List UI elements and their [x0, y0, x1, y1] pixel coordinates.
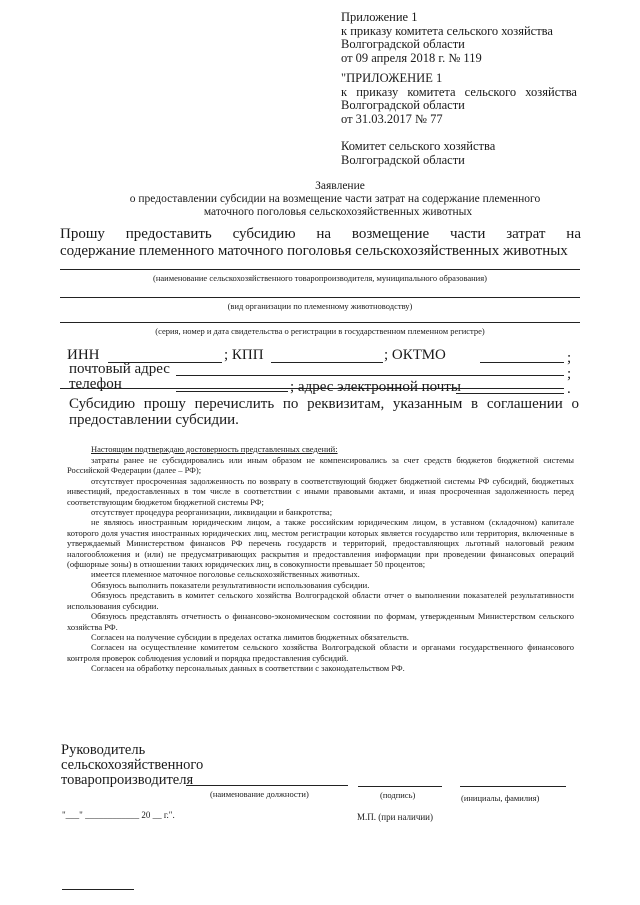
postal-semicolon: ; — [567, 366, 572, 382]
title-line: маточного поголовья сельскохозяйственных животных — [203, 206, 473, 218]
confirmation-item: Согласен на получение субсидии в пределах остатка лимитов бюджетных обязательств. — [91, 631, 409, 642]
header-line: от 31.03.2017 № 77 — [341, 111, 443, 126]
appendix-header — [341, 11, 553, 65]
header-line: Волгоградской области — [341, 37, 465, 51]
addressee-line: Комитет сельского хозяйства — [341, 139, 496, 153]
confirmation-item: Обязуюсь представить в комитет сельского хозяйства Волгоградской области отчет о выполнении показателей результативности использования субсидии. — [67, 590, 574, 611]
payment-line-1: Субсидию прошу перечислить по реквизитам, указанным в соглашении о — [69, 396, 579, 412]
footnote-separator — [62, 889, 134, 890]
producer-field-line[interactable] — [60, 269, 580, 270]
confirmations-list — [67, 455, 574, 674]
confirmation-item: имеется племенное маточное поголовье сельскохозяйственных животных. — [91, 569, 360, 580]
confirmations-heading: Настоящим подтверждаю достоверность представленных сведений: — [91, 444, 338, 454]
inn-label: ИНН — [67, 347, 100, 363]
signatory-line: Руководитель — [61, 742, 146, 758]
producer-caption: (наименование сельскохозяйственного товаропроизводителя, муниципального образования) — [153, 273, 487, 283]
signatory-line: товаропроизводителя — [61, 772, 194, 788]
kpp-label: ; КПП — [224, 347, 264, 363]
addressee-line: Волгоградской области — [341, 152, 465, 167]
header-line: Приложение 1 — [341, 10, 418, 24]
title-heading: Заявление — [315, 180, 365, 192]
initials-caption: (инициалы, фамилия) — [461, 793, 540, 803]
confirmation-item: Согласен на осуществление комитетом сельского хозяйства Волгоградской области и органами государственного финансового контроля проверок соблюдения условий и порядка предоставления субсидий. — [67, 642, 574, 663]
signatory-line: сельскохозяйственного — [61, 757, 204, 773]
confirmation-item: не являюсь иностранным юридическим лицом, а также российским юридическим лицом, в уставном (складочном) капитале которого доля участия иностранных юридических лиц, местом регистрации которых является государство или территория, включенные в утверждаемый Министерством финансов РФ перечень государств и территорий, предоставляющих льготный налоговый режим налогообложения и (или) не предусматривающих раскрытия и предоставления информации при проведении финансовых операций (офшорные зоны) в отношении таких юридических лиц, в совокупности превышает 50 процентов; — [67, 517, 574, 570]
certificate-field-line[interactable] — [60, 322, 580, 323]
organization-field-line[interactable] — [60, 297, 580, 298]
title-line: о предоставлении субсидии на возмещение части затрат на содержание племенного — [129, 193, 541, 205]
position-input[interactable] — [186, 785, 348, 786]
confirmation-item: Обязуюсь выполнить показатели результативности использования субсидии. — [91, 579, 370, 590]
header-line: от 09 апреля 2018 г. № 119 — [341, 50, 482, 65]
kpp-input[interactable] — [271, 362, 383, 363]
request-line-1: Прошу предоставить субсидию на возмещение части затрат на — [60, 226, 581, 242]
addressee — [341, 140, 495, 167]
email-label: ; адрес электронной почты — [290, 379, 461, 395]
header-line: к приказу комитета сельского хозяйства — [341, 84, 577, 99]
payment-line-2: предоставлении субсидии. — [69, 412, 239, 428]
signature-input[interactable] — [358, 786, 442, 787]
certificate-caption: (серия, номер и дата свидетельства о регистрации в государственном племенном регистре) — [155, 326, 485, 336]
phone-label: телефон — [69, 376, 122, 392]
initials-input[interactable] — [460, 786, 566, 787]
email-input[interactable] — [456, 393, 564, 394]
organization-caption: (вид организации по племенному животноводству) — [227, 301, 413, 311]
oktmo-input[interactable] — [480, 362, 564, 363]
position-caption: (наименование должности) — [210, 789, 309, 799]
date-field[interactable]: "___" ____________ 20 __ г.". — [62, 810, 175, 820]
stamp-note: М.П. (при наличии) — [357, 812, 433, 822]
confirmation-item: затраты ранее не субсидировались или иным образом не компенсировались за счет средств бюджетов бюджетной системы Российской Федерации (далее – РФ); — [67, 455, 574, 476]
oktmo-semicolon: ; — [567, 350, 572, 366]
confirmation-item: Обязуюсь представлять отчетность о финансово-экономическом состоянии по формам, утвержденным Министерством сельского хозяйства РФ. — [67, 611, 574, 632]
confirmation-item: Согласен на обработку персональных данных в соответствии с законодательством РФ. — [91, 663, 405, 674]
appendix-header-original — [341, 72, 577, 126]
header-line: к приказу комитета сельского хозяйства — [341, 23, 553, 38]
signature-caption: (подпись) — [380, 790, 416, 800]
confirmation-item: отсутствует просроченная задолженность по возврату в соответствующий бюджет бюджетной системы РФ субсидий, бюджетных инвестиций, предоставленных в том числе в соответствии с иными правовыми актами, и иная просроченная задолженность перед соответствующим бюджетом бюджетной системы РФ; — [67, 475, 574, 507]
phone-input[interactable] — [176, 391, 288, 392]
signatory-title — [61, 743, 203, 788]
email-end: . — [567, 381, 571, 397]
postal-label: почтовый адрес — [69, 361, 170, 377]
header-line: "ПРИЛОЖЕНИЕ 1 — [341, 71, 443, 85]
header-line: Волгоградской области — [341, 98, 465, 112]
confirmation-item: отсутствует процедура реорганизации, ликвидации и банкротства; — [91, 507, 333, 518]
request-line-2: содержание племенного маточного поголовья сельскохозяйственных животных — [60, 243, 568, 259]
document-title — [0, 180, 640, 219]
postal-input[interactable] — [176, 375, 564, 376]
oktmo-label: ; ОКТМО — [384, 347, 446, 363]
